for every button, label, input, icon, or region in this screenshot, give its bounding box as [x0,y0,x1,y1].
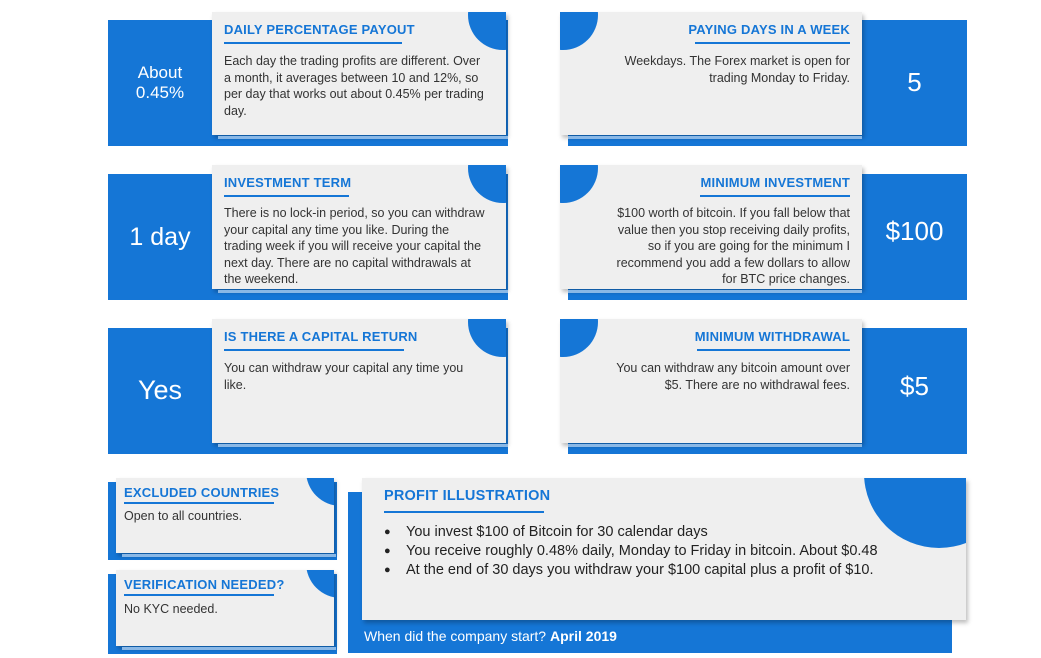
card-verification-needed [108,570,337,654]
corner-curl [468,319,506,357]
card-value: $100 [885,216,944,247]
card-body: You can withdraw any bitcoin amount over $5. There are no withdrawal fees. [616,361,850,392]
card-value: 5 [907,67,922,98]
card-value: Yes [137,375,183,406]
list-item: ● You receive roughly 0.48% daily, Monday to Friday in bitcoin. About $0.48 [384,542,944,561]
list-item: ● At the end of 30 days you withdraw your $100 capital plus a profit of $10. [384,561,944,580]
card-daily-percentage-payout [108,12,508,148]
card-body: No KYC needed. [124,602,218,616]
corner-curl [306,570,334,598]
corner-curl [468,12,506,50]
card-body: You can withdraw your capital any time you like. [224,361,464,392]
profit-bullets [384,523,944,580]
card-title: PROFIT ILLUSTRATION [384,488,551,504]
card-paying-days [560,12,967,148]
card-title: DAILY PERCENTAGE PAYOUT [224,22,415,37]
card-value: About 0.45% [135,63,185,102]
company-start-answer: April 2019 [550,628,617,644]
card-capital-return [108,319,508,455]
list-item: ● You invest $100 of Bitcoin for 30 calendar days [384,523,944,542]
corner-curl [560,165,598,203]
card-body: Each day the trading profits are different. Over a month, it averages between 10 and 12%, so per day that works out about 0.45% per trading day. [224,54,484,118]
card-title: PAYING DAYS IN A WEEK [688,22,850,37]
card-value: $5 [900,371,929,402]
card-title: EXCLUDED COUNTRIES [124,485,280,500]
card-title: MINIMUM INVESTMENT [700,175,850,190]
company-start-question: When did the company start? [364,628,547,644]
card-body: Weekdays. The Forex market is open for trading Monday to Friday. [624,54,850,85]
card-title: INVESTMENT TERM [224,175,352,190]
card-profit-illustration [348,478,968,653]
card-body: Open to all countries. [124,509,243,523]
card-excluded-countries [108,478,337,560]
corner-curl [468,165,506,203]
card-title: IS THERE A CAPITAL RETURN [224,329,418,344]
company-start-text [364,628,617,644]
corner-curl [560,12,598,50]
card-title: VERIFICATION NEEDED? [124,577,285,592]
card-minimum-withdrawal [560,319,967,455]
corner-curl [560,319,598,357]
card-body: There is no lock-in period, so you can withdraw your capital any time you like. During the trading week if you will receive your capital the next day. There are no capital withdrawals at the weekend. [224,206,485,287]
card-title: MINIMUM WITHDRAWAL [694,329,850,344]
card-investment-term [108,165,508,301]
card-minimum-investment [560,165,967,301]
corner-curl [306,478,334,506]
card-body: $100 worth of bitcoin. If you fall below that value then you stop receiving daily profits, so if you are going for the minimum I recommend you add a few dollars to allow for BTC price changes. [616,206,850,287]
card-value: 1 day [129,222,191,251]
